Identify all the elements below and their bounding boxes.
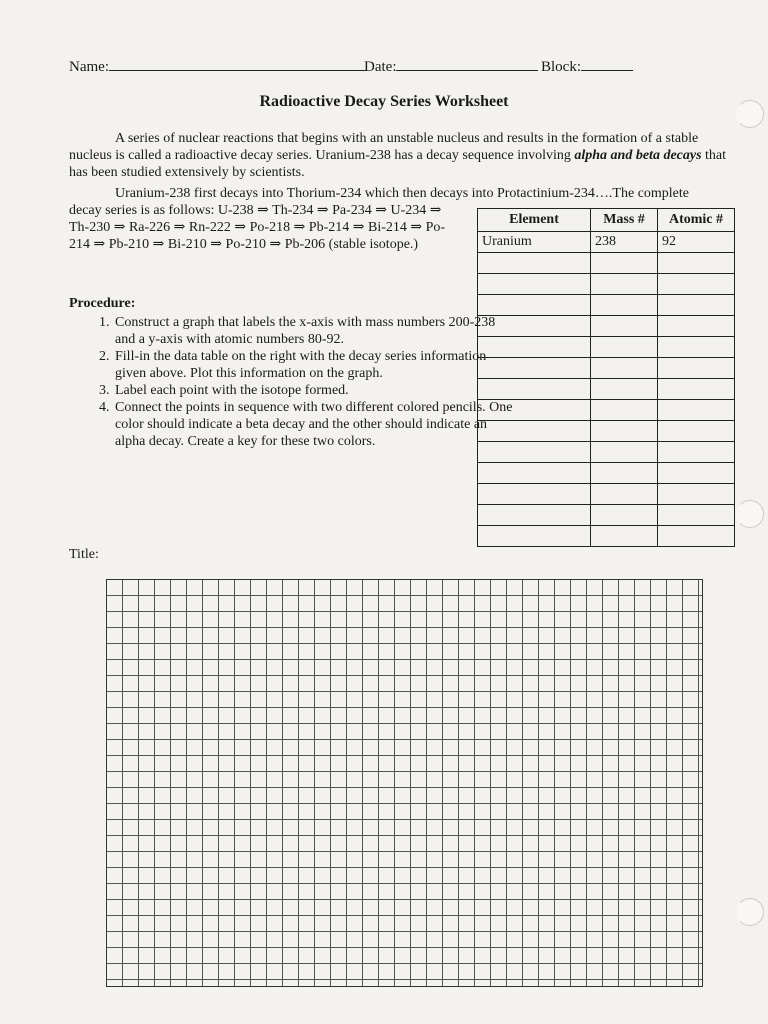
cell-element[interactable] (478, 253, 591, 274)
cell-mass[interactable] (591, 526, 658, 547)
cell-atomic[interactable] (658, 463, 735, 484)
cell-element[interactable] (478, 274, 591, 295)
cell-element[interactable] (478, 526, 591, 547)
cell-mass[interactable] (591, 400, 658, 421)
cell-element[interactable] (478, 337, 591, 358)
cell-atomic[interactable] (658, 484, 735, 505)
cell-mass[interactable] (591, 442, 658, 463)
cell-element[interactable] (478, 379, 591, 400)
date-label: Date: (364, 59, 397, 75)
cell-element[interactable]: Uranium (478, 232, 591, 253)
cell-atomic[interactable] (658, 442, 735, 463)
cell-mass[interactable] (591, 274, 658, 295)
cell-atomic[interactable] (658, 358, 735, 379)
cell-atomic[interactable] (658, 253, 735, 274)
table-row (478, 463, 735, 484)
cell-mass[interactable] (591, 295, 658, 316)
table-header-row (478, 209, 735, 232)
cell-atomic[interactable]: 92 (658, 232, 735, 253)
cell-atomic[interactable] (658, 505, 735, 526)
cell-element[interactable] (478, 505, 591, 526)
procedure-heading: Procedure: (69, 296, 136, 311)
table-body (478, 232, 735, 547)
cell-element[interactable] (478, 316, 591, 337)
cell-mass[interactable] (591, 421, 658, 442)
cell-atomic[interactable] (658, 526, 735, 547)
cell-element[interactable] (478, 421, 591, 442)
table-row (478, 274, 735, 295)
cell-element[interactable] (478, 442, 591, 463)
cell-atomic[interactable] (658, 316, 735, 337)
table-row (478, 421, 735, 442)
cell-mass[interactable] (591, 253, 658, 274)
cell-element[interactable] (478, 400, 591, 421)
cell-atomic[interactable] (658, 379, 735, 400)
decay-series-text: decay series is as follows: U-238 ⇒ Th-234 ⇒ Pa-234 ⇒ U-234 ⇒ Th-230 ⇒ Ra-226 ⇒ Rn-222 ⇒ Po-218 ⇒ Pb-214 ⇒ Bi-214 ⇒ Po-214 ⇒ Pb-210 ⇒ Bi-210 ⇒ Po-210 ⇒ Pb-206 (stable isotope.) (69, 203, 446, 252)
cell-atomic[interactable] (658, 295, 735, 316)
intro-paragraph-2: Uranium-238 first decays into Thorium-234 which then decays into Protactinium-234….The complete (115, 186, 689, 201)
cell-element[interactable] (478, 463, 591, 484)
cell-mass[interactable] (591, 505, 658, 526)
table-row (478, 442, 735, 463)
page-title: Radioactive Decay Series Worksheet (259, 93, 509, 110)
cell-element[interactable] (478, 484, 591, 505)
decay-data-table (477, 208, 735, 547)
block-label: Block: (541, 59, 581, 75)
table-row (478, 316, 735, 337)
cell-atomic[interactable] (658, 337, 735, 358)
cell-mass[interactable] (591, 379, 658, 400)
procedure-step: 3. Label each point with the isotope formed. (113, 382, 513, 399)
cell-atomic[interactable] (658, 421, 735, 442)
cell-mass[interactable] (591, 484, 658, 505)
binder-hole-mark (736, 898, 764, 926)
col-header-atomic: Atomic # (658, 209, 735, 232)
cell-mass[interactable] (591, 337, 658, 358)
table-row (478, 379, 735, 400)
procedure-step: 2. Fill-in the data table on the right with the decay series information given above. Plot this information on the graph. (113, 348, 513, 382)
binder-hole-mark (736, 100, 764, 128)
cell-mass[interactable] (591, 463, 658, 484)
table-row (478, 484, 735, 505)
procedure-step: 4. Connect the points in sequence with two different colored pencils. One color should indicate a beta decay and the other should indicate an alpha decay. Create a key for these two colors. (113, 399, 513, 450)
intro-text-2: that has been studied extensively by scientists. (69, 148, 727, 180)
cell-mass[interactable]: 238 (591, 232, 658, 253)
name-field[interactable] (69, 56, 367, 76)
table-row (478, 295, 735, 316)
procedure-list (69, 314, 513, 450)
graph-title-label: Title: (69, 547, 99, 562)
table-row (478, 253, 735, 274)
graph-paper-grid[interactable] (106, 579, 703, 987)
table-row (478, 505, 735, 526)
table-row (478, 358, 735, 379)
cell-mass[interactable] (591, 358, 658, 379)
cell-element[interactable] (478, 358, 591, 379)
name-line[interactable] (109, 56, 367, 71)
intro-paragraph (69, 130, 729, 181)
intro-text-1: A series of nuclear reactions that begins with an unstable nucleus and results in the formation of a stable nucleus is called a radioactive decay series. Uranium-238 has a decay sequence involving (69, 131, 699, 163)
block-field[interactable] (541, 56, 633, 76)
table-row (478, 232, 735, 253)
cell-atomic[interactable] (658, 400, 735, 421)
date-field[interactable] (364, 56, 538, 76)
cell-element[interactable] (478, 295, 591, 316)
table-row (478, 337, 735, 358)
block-line[interactable] (581, 56, 633, 71)
intro-emphasis: alpha and beta decays (574, 148, 702, 163)
procedure-step: 1. Construct a graph that labels the x-axis with mass numbers 200-238 and a y-axis with atomic numbers 80-92. (113, 314, 513, 348)
binder-hole-mark (736, 500, 764, 528)
cell-atomic[interactable] (658, 274, 735, 295)
col-header-mass: Mass # (591, 209, 658, 232)
date-line[interactable] (396, 56, 538, 71)
cell-mass[interactable] (591, 316, 658, 337)
table-row (478, 526, 735, 547)
col-header-element: Element (478, 209, 591, 232)
table-row (478, 400, 735, 421)
name-label: Name: (69, 59, 109, 75)
